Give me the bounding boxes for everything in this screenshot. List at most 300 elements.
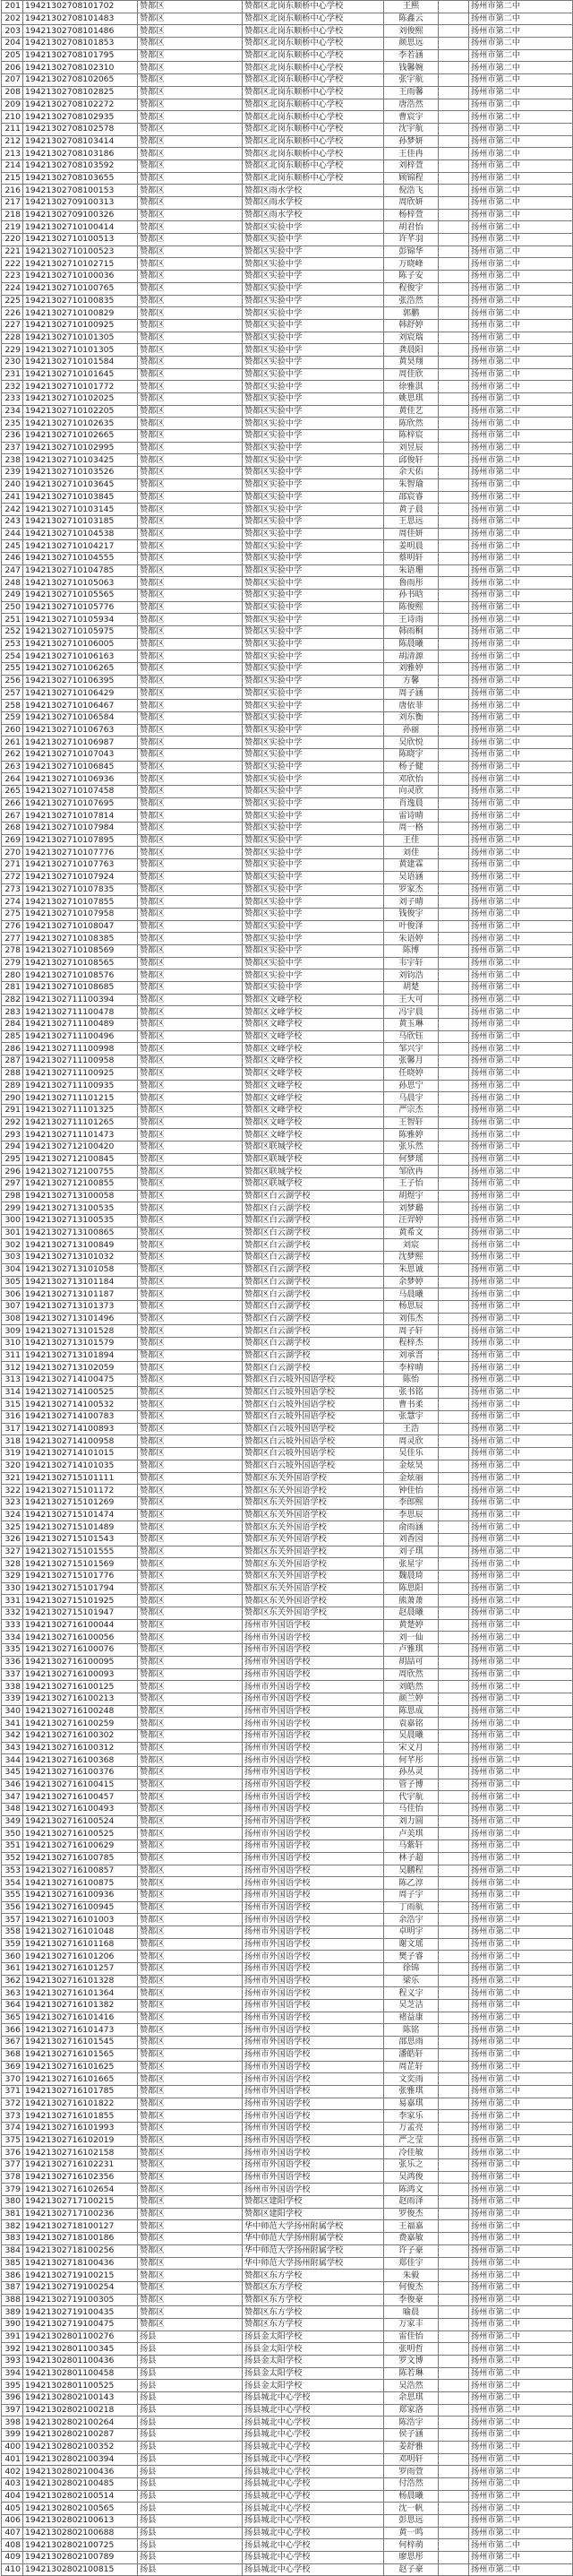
school-cell: 赞都区东关外国语学校 <box>243 1571 384 1583</box>
table-row <box>2 491 573 504</box>
district-cell: 扬县 <box>138 2429 243 2442</box>
table-row <box>2 797 573 810</box>
table-row <box>2 1840 573 1853</box>
school-cell: 赞都区东方学校 <box>243 2294 384 2306</box>
blank-cell <box>439 1067 469 1080</box>
table-row <box>2 1215 573 1228</box>
row-number-cell: 369 <box>2 2061 23 2073</box>
table-row <box>2 1178 573 1191</box>
school-cell: 扬县城北中心学校 <box>243 2417 384 2429</box>
blank-cell <box>439 442 469 454</box>
blank-cell <box>439 356 469 368</box>
row-number-cell: 388 <box>2 2294 23 2306</box>
exam-id-cell: 19421302713101579 <box>23 1337 138 1349</box>
exam-id-cell: 19421302710108576 <box>23 969 138 982</box>
district-cell: 扬县 <box>138 2527 243 2539</box>
student-name-cell: 刘伟杰 <box>384 1313 439 1325</box>
destination-school-cell: 扬州市第二中 <box>469 1607 573 1620</box>
destination-school-cell: 扬州市第二中 <box>469 1399 573 1411</box>
exam-id-cell: 19421302716100525 <box>23 1828 138 1840</box>
table-row <box>2 13 573 25</box>
blank-cell <box>439 687 469 700</box>
school-cell: 赞都区雨水学校 <box>243 209 384 221</box>
table-row <box>2 478 573 491</box>
district-cell: 赞都区 <box>138 1607 243 1620</box>
destination-school-cell: 扬州市第二中 <box>469 2392 573 2405</box>
district-cell: 赞都区 <box>138 2147 243 2159</box>
row-number-cell: 386 <box>2 2270 23 2282</box>
blank-cell <box>439 1080 469 1092</box>
row-number-cell: 278 <box>2 944 23 957</box>
student-name-cell: 卢美琪 <box>384 1828 439 1840</box>
exam-id-cell: 19421302710101772 <box>23 381 138 393</box>
blank-cell <box>439 1938 469 1951</box>
student-name-cell: 刘东衡 <box>384 711 439 724</box>
student-name-cell: 管子博 <box>384 1779 439 1791</box>
destination-school-cell: 扬州市第二中 <box>469 197 573 210</box>
school-cell: 赞都区北岗东顺桥中心学校 <box>243 49 384 62</box>
row-number-cell: 238 <box>2 454 23 467</box>
row-number-cell: 371 <box>2 2085 23 2098</box>
table-row <box>2 1202 573 1215</box>
table-row <box>2 221 573 234</box>
district-cell: 赞都区 <box>138 724 243 737</box>
student-name-cell: 周灵欣 <box>384 1435 439 1448</box>
blank-cell <box>439 2061 469 2073</box>
table-row <box>2 2073 573 2086</box>
blank-cell <box>439 454 469 467</box>
table-row <box>2 737 573 749</box>
table-row <box>2 1632 573 1644</box>
row-number-cell: 267 <box>2 810 23 823</box>
student-name-cell: 陈俊熙 <box>384 601 439 614</box>
district-cell: 赞都区 <box>138 883 243 896</box>
school-cell: 扬州市外国语学校 <box>243 1865 384 1877</box>
student-name-cell: 马佳怡 <box>384 1804 439 1816</box>
table-row <box>2 1914 573 1926</box>
exam-id-cell: 19421302711101215 <box>23 1092 138 1105</box>
destination-school-cell: 扬州市第二中 <box>469 344 573 357</box>
row-number-cell: 384 <box>2 2244 23 2257</box>
row-number-cell: 382 <box>2 2220 23 2233</box>
table-row <box>2 1754 573 1767</box>
blank-cell <box>439 185 469 197</box>
table-row <box>2 823 573 835</box>
student-name-cell: 李若涵 <box>384 49 439 62</box>
table-row <box>2 2233 573 2245</box>
school-cell: 扬州市外国语学校 <box>243 2073 384 2086</box>
student-name-cell: 黄佳艺 <box>384 405 439 418</box>
district-cell: 扬县 <box>138 2330 243 2343</box>
row-number-cell: 283 <box>2 1006 23 1019</box>
exam-id-cell: 19421302716101625 <box>23 2061 138 2073</box>
school-cell: 赞都区白云湖学校 <box>243 1227 384 1239</box>
row-number-cell: 394 <box>2 2367 23 2380</box>
exam-id-cell: 19421302716101206 <box>23 1951 138 1963</box>
destination-school-cell: 扬州市第二中 <box>469 1975 573 1987</box>
row-number-cell: 348 <box>2 1804 23 1816</box>
school-cell: 赞都区实验中学 <box>243 307 384 320</box>
table-row <box>2 2196 573 2209</box>
destination-school-cell: 扬州市第二中 <box>469 1349 573 1362</box>
table-row <box>2 871 573 883</box>
exam-id-cell: 19421302710106265 <box>23 663 138 676</box>
district-cell: 赞都区 <box>138 638 243 650</box>
blank-cell <box>439 1300 469 1313</box>
school-cell: 赞都区雨水学校 <box>243 197 384 210</box>
row-number-cell: 326 <box>2 1533 23 1546</box>
destination-school-cell: 扬州市第二中 <box>469 1987 573 2000</box>
school-cell: 扬州市外国语学校 <box>243 1693 384 1705</box>
blank-cell <box>439 2417 469 2429</box>
school-cell: 赞都区东方学校 <box>243 2306 384 2319</box>
row-number-cell: 201 <box>2 1 23 13</box>
row-number-cell: 259 <box>2 711 23 724</box>
table-row <box>2 1 573 13</box>
table-row <box>2 2453 573 2466</box>
exam-id-cell: 19421302802100485 <box>23 2477 138 2490</box>
table-row <box>2 1227 573 1239</box>
table-row <box>2 1791 573 1804</box>
district-cell: 赞都区 <box>138 577 243 590</box>
exam-id-cell: 19421302713100535 <box>23 1202 138 1215</box>
exam-id-cell: 19421302715101543 <box>23 1533 138 1546</box>
district-cell: 赞都区 <box>138 2196 243 2209</box>
table-row <box>2 1252 573 1264</box>
exam-id-cell: 19421302716101364 <box>23 1987 138 2000</box>
district-cell: 赞都区 <box>138 1926 243 1938</box>
blank-cell <box>439 1681 469 1693</box>
destination-school-cell: 扬州市第二中 <box>469 1901 573 1914</box>
row-number-cell: 320 <box>2 1460 23 1472</box>
exam-id-cell: 19421302716101257 <box>23 1963 138 1976</box>
table-row <box>2 2085 573 2098</box>
district-cell: 赞都区 <box>138 515 243 528</box>
blank-cell <box>439 1877 469 1890</box>
row-number-cell: 303 <box>2 1252 23 1264</box>
exam-id-cell: 19421302802100287 <box>23 2429 138 2442</box>
student-name-cell: 钱俊宇 <box>384 908 439 920</box>
table-row <box>2 1668 573 1681</box>
table-row <box>2 761 573 773</box>
exam-id-cell: 19421302710106763 <box>23 724 138 737</box>
exam-id-cell: 19421302716101993 <box>23 2122 138 2134</box>
table-row <box>2 442 573 454</box>
row-number-cell: 294 <box>2 1141 23 1153</box>
school-cell: 扬州市外国语学校 <box>243 1840 384 1853</box>
table-row <box>2 1423 573 1435</box>
exam-id-cell: 19421302716100457 <box>23 1791 138 1804</box>
row-number-cell: 324 <box>2 1509 23 1521</box>
destination-school-cell: 扬州市第二中 <box>469 1080 573 1092</box>
district-cell: 赞都区 <box>138 135 243 148</box>
student-name-cell: 刘子琪 <box>384 1546 439 1558</box>
blank-cell <box>439 2477 469 2490</box>
blank-cell <box>439 1227 469 1239</box>
blank-cell <box>439 1533 469 1546</box>
student-name-cell: 杨梓萱 <box>384 209 439 221</box>
destination-school-cell: 扬州市第二中 <box>469 393 573 406</box>
student-name-cell: 孙丛灵 <box>384 1767 439 1779</box>
student-name-cell: 程义宇 <box>384 1987 439 2000</box>
district-cell: 赞都区 <box>138 1178 243 1191</box>
destination-school-cell: 扬州市第二中 <box>469 1840 573 1853</box>
row-number-cell: 235 <box>2 418 23 430</box>
student-name-cell: 邵宸睿 <box>384 491 439 504</box>
table-row <box>2 1815 573 1828</box>
school-cell: 扬县城北中心学校 <box>243 2429 384 2442</box>
blank-cell <box>439 994 469 1006</box>
student-name-cell: 吴鹏程 <box>384 1865 439 1877</box>
destination-school-cell: 扬州市第二中 <box>469 246 573 258</box>
table-row <box>2 1472 573 1485</box>
row-number-cell: 390 <box>2 2318 23 2330</box>
destination-school-cell: 扬州市第二中 <box>469 1791 573 1804</box>
table-row <box>2 62 573 74</box>
row-number-cell: 346 <box>2 1779 23 1791</box>
blank-cell <box>439 1693 469 1705</box>
exam-id-cell: 19421302719100435 <box>23 2306 138 2319</box>
exam-id-cell: 19421302708101702 <box>23 1 138 13</box>
exam-id-cell: 19421302718100436 <box>23 2257 138 2270</box>
exam-id-cell: 19421302710103845 <box>23 491 138 504</box>
blank-cell <box>439 1951 469 1963</box>
blank-cell <box>439 590 469 602</box>
exam-id-cell: 19421302717100236 <box>23 2208 138 2220</box>
district-cell: 赞都区 <box>138 797 243 810</box>
row-number-cell: 219 <box>2 221 23 234</box>
exam-id-cell: 19421302710104538 <box>23 528 138 540</box>
destination-school-cell: 扬州市第二中 <box>469 797 573 810</box>
destination-school-cell: 扬州市第二中 <box>469 614 573 626</box>
table-row <box>2 1362 573 1374</box>
table-row <box>2 258 573 271</box>
blank-cell <box>439 295 469 307</box>
row-number-cell: 265 <box>2 786 23 798</box>
district-cell: 赞都区 <box>138 590 243 602</box>
student-name-cell: 严宗杰 <box>384 1104 439 1116</box>
row-number-cell: 222 <box>2 258 23 271</box>
school-cell: 扬州市外国语学校 <box>243 1938 384 1951</box>
exam-id-cell: 19421302713101184 <box>23 1276 138 1288</box>
student-name-cell: 唐依菲 <box>384 700 439 712</box>
destination-school-cell: 扬州市第二中 <box>469 1656 573 1668</box>
student-name-cell: 梁乐 <box>384 1975 439 1987</box>
row-number-cell: 275 <box>2 908 23 920</box>
row-number-cell: 351 <box>2 1840 23 1853</box>
student-name-cell: 沈梦熙 <box>384 1252 439 1264</box>
student-name-cell: 喻晨 <box>384 2306 439 2319</box>
table-row <box>2 1533 573 1546</box>
exam-id-cell: 19421302711101265 <box>23 1116 138 1129</box>
district-cell: 扬县 <box>138 2392 243 2405</box>
exam-id-cell: 19421302714100893 <box>23 1423 138 1435</box>
destination-school-cell: 扬州市第二中 <box>469 1325 573 1338</box>
student-name-cell: 杨晨曦 <box>384 2490 439 2503</box>
table-row <box>2 172 573 185</box>
student-name-cell: 周子轩 <box>384 1325 439 1338</box>
school-cell: 扬州市外国语学校 <box>243 1779 384 1791</box>
blank-cell <box>439 1619 469 1632</box>
exam-id-cell: 19421302708102578 <box>23 123 138 135</box>
exam-id-cell: 19421302710106163 <box>23 650 138 663</box>
blank-cell <box>439 1889 469 1901</box>
blank-cell <box>439 1030 469 1043</box>
blank-cell <box>439 1019 469 1031</box>
school-cell: 扬县城北中心学校 <box>243 2441 384 2453</box>
destination-school-cell: 扬州市第二中 <box>469 2220 573 2233</box>
blank-cell <box>439 1963 469 1976</box>
district-cell: 赞都区 <box>138 86 243 99</box>
blank-cell <box>439 1840 469 1853</box>
row-number-cell: 250 <box>2 601 23 614</box>
row-number-cell: 376 <box>2 2147 23 2159</box>
row-number-cell: 233 <box>2 393 23 406</box>
exam-id-cell: 19421302802100352 <box>23 2441 138 2453</box>
blank-cell <box>439 62 469 74</box>
row-number-cell: 241 <box>2 491 23 504</box>
blank-cell <box>439 234 469 246</box>
destination-school-cell: 扬州市第二中 <box>469 2233 573 2245</box>
destination-school-cell: 扬州市第二中 <box>469 638 573 650</box>
student-name-cell: 朱智瑜 <box>384 478 439 491</box>
student-name-cell: 文奕雨 <box>384 2073 439 2086</box>
row-number-cell: 231 <box>2 368 23 381</box>
blank-cell <box>439 1975 469 1987</box>
blank-cell <box>439 2244 469 2257</box>
school-cell: 赞都区实验中学 <box>243 234 384 246</box>
school-cell: 扬州市外国语学校 <box>243 1815 384 1828</box>
destination-school-cell: 扬州市第二中 <box>469 1104 573 1116</box>
row-number-cell: 257 <box>2 687 23 700</box>
blank-cell <box>439 797 469 810</box>
blank-cell <box>439 1779 469 1791</box>
destination-school-cell: 扬州市第二中 <box>469 1116 573 1129</box>
table-row <box>2 282 573 295</box>
district-cell: 赞都区 <box>138 823 243 835</box>
blank-cell <box>439 1313 469 1325</box>
student-name-cell: 张书铭 <box>384 1386 439 1399</box>
exam-id-cell: 19421302708101853 <box>23 38 138 50</box>
destination-school-cell: 扬州市第二中 <box>469 381 573 393</box>
district-cell: 赞都区 <box>138 1914 243 1926</box>
destination-school-cell: 扬州市第二中 <box>469 1742 573 1754</box>
table-row <box>2 1067 573 1080</box>
school-cell: 赞都区文峰学校 <box>243 994 384 1006</box>
blank-cell <box>439 1 469 13</box>
exam-id-cell: 19421302716102019 <box>23 2134 138 2147</box>
row-number-cell: 262 <box>2 748 23 761</box>
school-cell: 扬州市外国语学校 <box>243 2147 384 2159</box>
blank-cell <box>439 2171 469 2184</box>
blank-cell <box>439 1411 469 1424</box>
exam-id-cell: 19421302802100725 <box>23 2539 138 2552</box>
row-number-cell: 307 <box>2 1300 23 1313</box>
district-cell: 赞都区 <box>138 2184 243 2196</box>
blank-cell <box>439 1399 469 1411</box>
exam-id-cell: 19421302719100305 <box>23 2294 138 2306</box>
district-cell: 赞都区 <box>138 1399 243 1411</box>
student-name-cell: 魏晨琦 <box>384 1571 439 1583</box>
destination-school-cell: 扬州市第二中 <box>469 2563 573 2576</box>
district-cell: 扬县 <box>138 2343 243 2356</box>
student-name-cell: 万晓峰 <box>384 258 439 271</box>
exam-id-cell: 19421302710101305 <box>23 332 138 344</box>
district-cell: 赞都区 <box>138 2012 243 2024</box>
student-name-cell: 向灵欣 <box>384 786 439 798</box>
destination-school-cell: 扬州市第二中 <box>469 295 573 307</box>
district-cell: 赞都区 <box>138 368 243 381</box>
student-name-cell: 俞雨涵 <box>384 1521 439 1534</box>
student-name-cell: 赵晨曦 <box>384 1607 439 1620</box>
exam-id-cell: 19421302715101947 <box>23 1607 138 1620</box>
school-cell: 赞都区实验中学 <box>243 405 384 418</box>
student-name-cell: 刘钧浩 <box>384 969 439 982</box>
table-row <box>2 1607 573 1620</box>
student-name-cell: 姜明晨 <box>384 540 439 553</box>
table-row <box>2 908 573 920</box>
district-cell: 赞都区 <box>138 1546 243 1558</box>
blank-cell <box>439 1656 469 1668</box>
table-row <box>2 687 573 700</box>
student-name-cell: 胡楚 <box>384 982 439 995</box>
blank-cell <box>439 1215 469 1228</box>
destination-school-cell: 扬州市第二中 <box>469 1153 573 1166</box>
row-number-cell: 331 <box>2 1595 23 1607</box>
district-cell: 赞都区 <box>138 405 243 418</box>
blank-cell <box>439 2306 469 2319</box>
row-number-cell: 309 <box>2 1325 23 1338</box>
student-name-cell: 侯子涵 <box>384 2429 439 2442</box>
row-number-cell: 221 <box>2 246 23 258</box>
district-cell: 赞都区 <box>138 1202 243 1215</box>
school-cell: 赞都区实验中学 <box>243 650 384 663</box>
exam-id-cell: 19421302708102825 <box>23 86 138 99</box>
school-cell: 赞都区东关外国语学校 <box>243 1546 384 1558</box>
exam-id-cell: 19421302716100213 <box>23 1693 138 1705</box>
table-row <box>2 2208 573 2220</box>
exam-id-cell: 19421302711100958 <box>23 1055 138 1068</box>
student-name-cell: 姚思琪 <box>384 393 439 406</box>
destination-school-cell: 扬州市第二中 <box>469 454 573 467</box>
blank-cell <box>439 1423 469 1435</box>
student-name-cell: 张宇航 <box>384 74 439 87</box>
exam-id-cell: 19421302708102310 <box>23 62 138 74</box>
table-row <box>2 74 573 87</box>
school-cell: 赞都区白云坡外国语学校 <box>243 1411 384 1424</box>
blank-cell <box>439 2380 469 2392</box>
student-name-cell: 冷佳敏 <box>384 2147 439 2159</box>
table-row <box>2 1030 573 1043</box>
student-name-cell: 吴芝洁 <box>384 2000 439 2012</box>
blank-cell <box>439 2000 469 2012</box>
school-cell: 赞都区北岗东顺桥中心学校 <box>243 99 384 111</box>
exam-id-cell: 19421302716101565 <box>23 2048 138 2061</box>
student-name-cell: 廖思彤 <box>384 2552 439 2564</box>
row-number-cell: 378 <box>2 2171 23 2184</box>
student-name-cell: 邓欣怡 <box>384 773 439 786</box>
exam-id-cell: 19421302710107763 <box>23 859 138 872</box>
table-row <box>2 1411 573 1424</box>
student-name-cell: 陈怡 <box>384 1374 439 1387</box>
school-cell: 赞都区实验中学 <box>243 969 384 982</box>
school-cell: 赞都区北岗东顺桥中心学校 <box>243 172 384 185</box>
school-cell: 赞都区实验中学 <box>243 319 384 332</box>
district-cell: 赞都区 <box>138 1386 243 1399</box>
blank-cell <box>439 1595 469 1607</box>
blank-cell <box>439 1202 469 1215</box>
student-name-cell: 黄建霖 <box>384 859 439 872</box>
